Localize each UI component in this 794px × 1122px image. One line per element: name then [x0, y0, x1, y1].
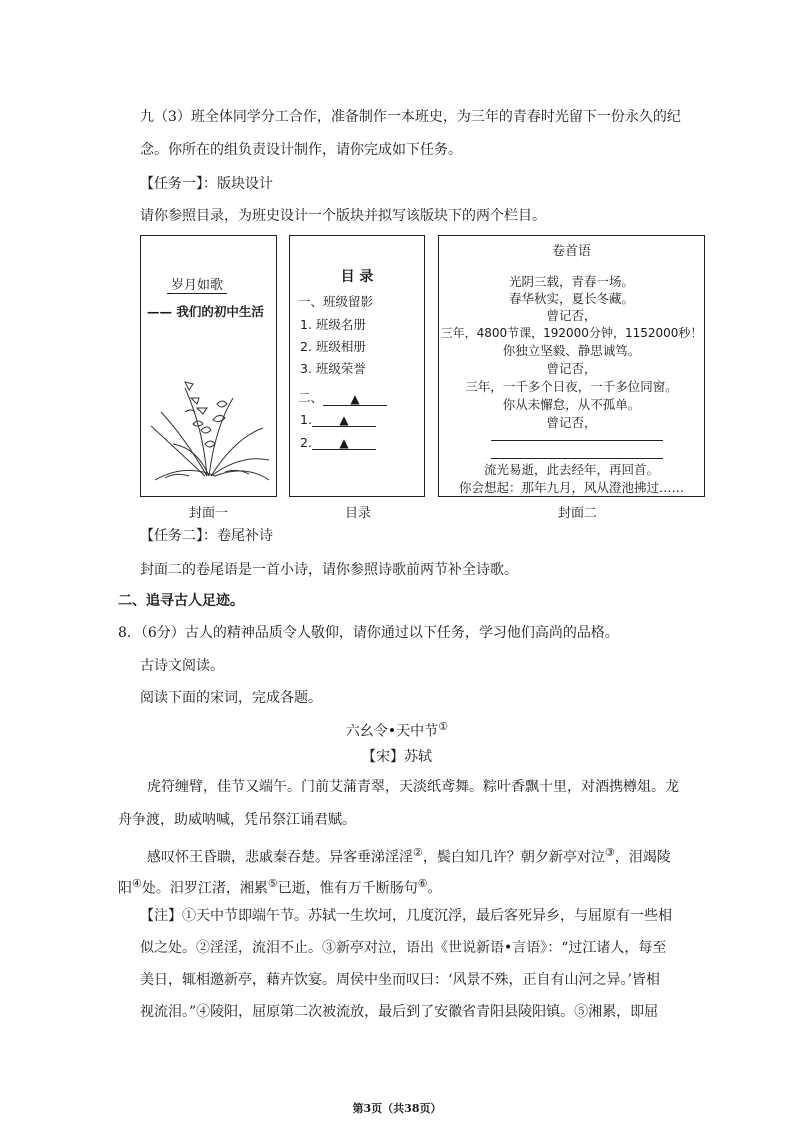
toc-blank-item-1-blank[interactable] [312, 412, 376, 427]
task1-title: 【任务一】：版块设计 [140, 176, 273, 192]
poem-para-2-line-2 [118, 874, 442, 899]
cover-two-caption: 封面二 [558, 506, 598, 521]
cover-two-after-line-2: 你会想起：那年九月，风从澄池拂过…… [458, 480, 684, 495]
poem-title [0, 717, 794, 742]
toc-section-2-blank[interactable] [323, 391, 387, 406]
cover-two-box [438, 235, 705, 497]
cover-two-line-6: 曾记否， [546, 361, 597, 376]
toc-blank-item-2-blank[interactable] [312, 435, 376, 450]
toc-section-1: 一、班级留影 [298, 294, 374, 309]
blank-line-2[interactable] [491, 458, 663, 459]
toc-item-2: 2. 班级相册 [300, 339, 366, 354]
cover-one-subtitle: —— 我们的初中生活 [147, 304, 264, 319]
poem-para-1-line-2: 舟争渡，助威呐喊，凭吊祭江诵君赋。 [118, 812, 356, 828]
orchid-illustration [145, 368, 275, 488]
cover-two-line-8: 你从未懈怠，从不孤单。 [502, 397, 641, 412]
cover-one-caption: 封面一 [189, 506, 229, 521]
poem-para-2-seg-1: 感叹怀王昏聩，悲戚秦吞楚。异客垂涕淫淫 [147, 849, 413, 866]
poem-para-2-seg-2: ，鬓白知几许？朝夕新亭对泣 [422, 849, 605, 866]
page-footer: 第3页（共38页） [352, 1102, 442, 1115]
poem-para-2-seg-3: ，泪竭陵 [614, 849, 671, 866]
toc-blank-item-1-label: 1. [300, 412, 312, 427]
question-8-sub-1: 古诗文阅读。 [140, 658, 224, 674]
toc-item-1: 1. 班级名册 [300, 317, 366, 332]
note-ref-1: ① [438, 720, 449, 733]
task1-desc: 请你参照目录，为班史设计一个版块并拟写该版块下的两个栏目。 [140, 208, 546, 224]
toc-title: 目 录 [340, 269, 374, 285]
poem-para-2-seg-6: 已逝，惟有万千断肠句 [277, 880, 418, 897]
poem-author: 【宋】苏轼 [362, 749, 432, 765]
task2-title: 【任务二】：卷尾补诗 [140, 528, 273, 544]
cover-one-box [140, 235, 277, 497]
note-ref-4: ④ [132, 877, 142, 890]
section-two-heading: 二、追寻古人足迹。 [118, 593, 244, 609]
triangle-marker-icon: ▲ [339, 436, 349, 450]
notes-line-3: 美日，辄相邀新亭，藉卉饮宴。周侯中坐而叹曰：‘风景不殊，正自有山河之异。’皆相 [140, 972, 660, 988]
question-8-stem: 8．（6分）古人的精神品质令人敬仰，请你通过以下任务，学习他们高尚的品格。 [118, 625, 619, 641]
poem-para-2-seg-7: 。 [427, 880, 442, 897]
poem-para-1-line-1: 虎符缠臂，佳节又端午。门前艾蒲青翠，天淡纸鸢舞。粽叶香飘十里，对酒携樽俎。龙 [147, 779, 679, 795]
poem-title-text: 六幺令•天中节 [345, 723, 439, 740]
note-ref-3: ③ [604, 846, 615, 859]
note-ref-2: ② [413, 846, 423, 859]
note-ref-6: ⑥ [417, 877, 428, 890]
notes-line-1: 【注】①天中节即端午节。苏轼一生坎坷，几度沉浮，最后客死异乡，与屈原有一些相 [140, 908, 672, 924]
cover-two-line-5: 你独立坚毅、静思诚笃。 [502, 343, 641, 358]
cover-two-line-9: 曾记否， [546, 415, 597, 430]
toc-caption: 目录 [345, 506, 372, 521]
toc-box [289, 235, 425, 497]
poem-para-2-seg-4: 阳 [118, 880, 132, 897]
task2-desc: 封面二的卷尾语是一首小诗，请你参照诗歌前两节补全诗歌。 [140, 562, 518, 578]
note-ref-5: ⑤ [267, 877, 278, 890]
poem-para-2-seg-5: 处。汨罗江渚，湘累 [141, 880, 268, 897]
toc-blank-item-2 [300, 435, 376, 450]
cover-two-line-3: 曾记否， [546, 308, 597, 323]
poem-para-2-line-1 [147, 843, 671, 868]
toc-section-2 [298, 388, 387, 406]
cover-two-after-line-1: 流光易逝，此去经年，再回首。 [483, 462, 659, 477]
toc-blank-item-2-label: 2. [300, 435, 312, 450]
intro-line-2: 念。你所在的组负责设计制作，请你完成如下任务。 [140, 142, 462, 158]
notes-line-4: 视流泪。”④陵阳，屈原第二次被流放，最后到了安徽省青阳县陵阳镇。⑤湘累，即屈 [140, 1004, 659, 1020]
toc-item-3: 3. 班级荣誉 [300, 361, 366, 376]
cover-two-line-4: 三年，4800节课，192000分钟，1152000秒！ [440, 326, 703, 340]
toc-blank-item-1 [300, 412, 376, 427]
toc-section-2-prefix: 二、 [298, 390, 324, 405]
intro-line-1: 九（3）班全体同学分工合作，准备制作一本班史，为三年的青春时光留下一份永久的纪 [140, 109, 681, 125]
triangle-marker-icon: ▲ [350, 392, 360, 406]
cover-one-title: 岁月如歌 [167, 274, 227, 294]
blank-line-1[interactable] [491, 440, 663, 441]
cover-two-line-1: 光阴三载，青春一场。 [508, 274, 634, 289]
cover-two-line-2: 春华秋实，夏长冬藏。 [508, 291, 634, 306]
question-8-sub-2: 阅读下面的宋词，完成各题。 [140, 690, 322, 706]
notes-line-2: 似之处。②淫淫，流泪不止。③新亭对泣，语出《世说新语•言语》：“过江诸人，每至 [140, 940, 667, 956]
triangle-marker-icon: ▲ [339, 413, 349, 427]
cover-two-title: 卷首语 [551, 244, 591, 259]
cover-two-line-7: 三年，一千多个日夜，一千多位同窗。 [465, 379, 678, 394]
